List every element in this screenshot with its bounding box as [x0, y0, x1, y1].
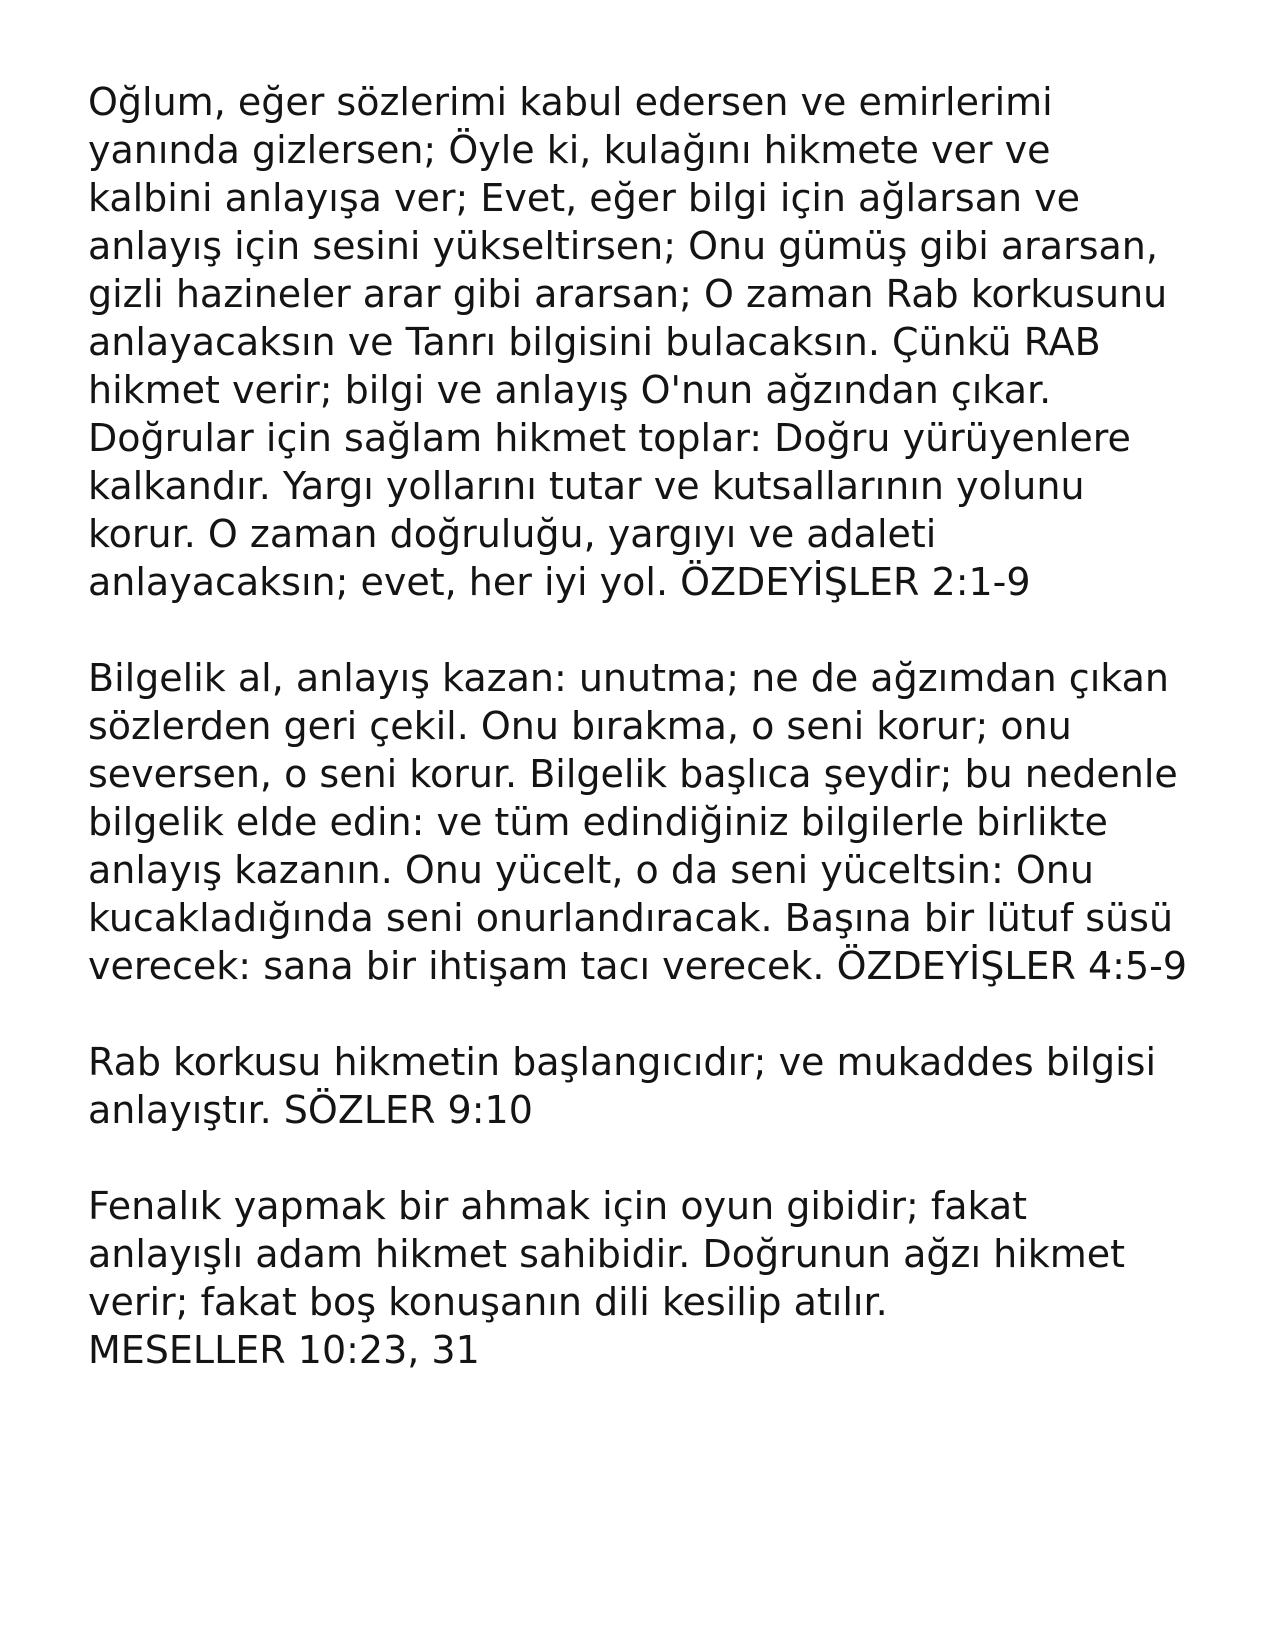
text-line: Bilgelik al, anlayış kazan: unutma; ne de ağzımdan çıkan — [88, 656, 1169, 700]
text-line: sözlerden geri çekil. Onu bırakma, o seni korur; onu — [88, 704, 1072, 748]
paragraph-proverbs-9 — [88, 1038, 1258, 1134]
text-line: anlayacaksın ve Tanrı bilgisini bulacaksın. Çünkü RAB — [88, 320, 1101, 364]
text-line: anlayış kazanın. Onu yücelt, o da seni yüceltsin: Onu — [88, 848, 1094, 892]
text-line: bilgelik elde edin: ve tüm edindiğiniz bilgilerle birlikte — [88, 800, 1108, 844]
text-line: anlayıştır. SÖZLER 9:10 — [88, 1088, 533, 1132]
paragraph-spacer — [88, 1134, 1258, 1182]
text-line: anlayış için sesini yükseltirsen; Onu gümüş gibi ararsan, — [88, 224, 1158, 268]
paragraph-proverbs-10 — [88, 1182, 1258, 1374]
text-line: gizli hazineler arar gibi ararsan; O zaman Rab korkusunu — [88, 272, 1168, 316]
text-line: yanında gizlersen; Öyle ki, kulağını hikmete ver ve — [88, 128, 1051, 172]
text-line: kalkandır. Yargı yollarını tutar ve kutsallarının yolunu — [88, 464, 1085, 508]
text-line: anlayışlı adam hikmet sahibidir. Doğrunun ağzı hikmet — [88, 1232, 1126, 1276]
text-line: seversen, o seni korur. Bilgelik başlıca şeydir; bu nedenle — [88, 752, 1178, 796]
text-line: verir; fakat boş konuşanın dili kesilip atılır. — [88, 1280, 888, 1324]
text-line: anlayacaksın; evet, her iyi yol. ÖZDEYİŞLER 2:1-9 — [88, 560, 1031, 604]
paragraph-spacer — [88, 990, 1258, 1038]
text-line: MESELLER 10:23, 31 — [88, 1328, 480, 1372]
text-line: Oğlum, eğer sözlerimi kabul edersen ve emirlerimi — [88, 80, 1053, 124]
text-line: Rab korkusu hikmetin başlangıcıdır; ve mukaddes bilgisi — [88, 1040, 1157, 1084]
document-body — [88, 78, 1258, 1374]
text-line: verecek: sana bir ihtişam tacı verecek. ÖZDEYİŞLER 4:5-9 — [88, 944, 1188, 988]
text-line: kucakladığında seni onurlandıracak. Başına bir lütuf süsü — [88, 896, 1174, 940]
text-line: Doğrular için sağlam hikmet toplar: Doğru yürüyenlere — [88, 416, 1131, 460]
text-line: hikmet verir; bilgi ve anlayış O'nun ağzından çıkar. — [88, 368, 1052, 412]
text-line: korur. O zaman doğruluğu, yargıyı ve adaleti — [88, 512, 937, 556]
text-line: kalbini anlayışa ver; Evet, eğer bilgi için ağlarsan ve — [88, 176, 1081, 220]
paragraph-proverbs-4 — [88, 654, 1258, 990]
paragraph-spacer — [88, 606, 1258, 654]
text-line: Fenalık yapmak bir ahmak için oyun gibidir; fakat — [88, 1184, 1028, 1228]
paragraph-proverbs-2 — [88, 78, 1258, 606]
